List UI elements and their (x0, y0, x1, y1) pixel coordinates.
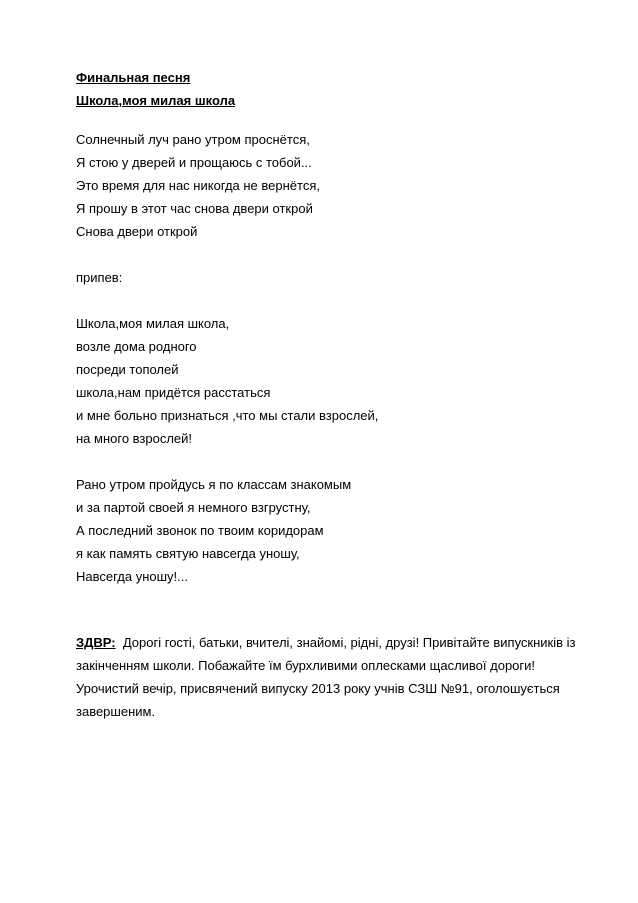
spacer (76, 112, 596, 128)
lyric-line: школа,нам придётся расстаться (76, 385, 271, 400)
lyric-line: на много взрослей! (76, 431, 193, 446)
spacer (76, 243, 596, 266)
song-subtitle: Школа,моя милая школа (76, 93, 236, 108)
lyric-line: и мне больно признаться ,что мы стали взрослей, (76, 408, 379, 423)
chorus-label: припев: (76, 270, 123, 285)
lyric-line: Я прошу в этот час снова двери открой (76, 201, 313, 216)
closing-paragraph (76, 631, 596, 723)
lyric-line: А последний звонок по твоим коридорам (76, 523, 324, 538)
lyric-line: я как память святую навсегда уношу, (76, 546, 300, 561)
spacer (76, 588, 596, 631)
lyric-line: Навсегда уношу!... (76, 569, 188, 584)
document-page (76, 66, 596, 723)
lyric-line: посреди тополей (76, 362, 179, 377)
closing-text: Дорогі гості, батьки, вчителі, знайомі, рідні, друзі! Привітайте випускників із закінченням школи. Побажайте їм бурхливими оплесками щасливої дороги! Урочистий вечір, присвячений випуску 2013 року учнів СЗШ №91, оголошується завершеним. (76, 635, 576, 719)
song-title: Финальная песня (76, 70, 191, 85)
lyric-line: Это время для нас никогда не вернётся, (76, 178, 320, 193)
chorus (76, 312, 596, 450)
lyric-line: Школа,моя милая школа, (76, 316, 230, 331)
lyric-line: Снова двери открой (76, 224, 198, 239)
verse-2 (76, 473, 596, 588)
lyric-line: Я стою у дверей и прощаюсь с тобой... (76, 155, 312, 170)
spacer (76, 450, 596, 473)
lyric-line: и за партой своей я немного взгрустну, (76, 500, 311, 515)
spacer (76, 289, 596, 312)
verse-1 (76, 128, 596, 243)
speaker-label: ЗДВР: (76, 635, 116, 650)
lyric-line: Рано утром пройдусь я по классам знакомым (76, 477, 352, 492)
lyric-line: возле дома родного (76, 339, 197, 354)
lyric-line: Солнечный луч рано утром проснётся, (76, 132, 310, 147)
